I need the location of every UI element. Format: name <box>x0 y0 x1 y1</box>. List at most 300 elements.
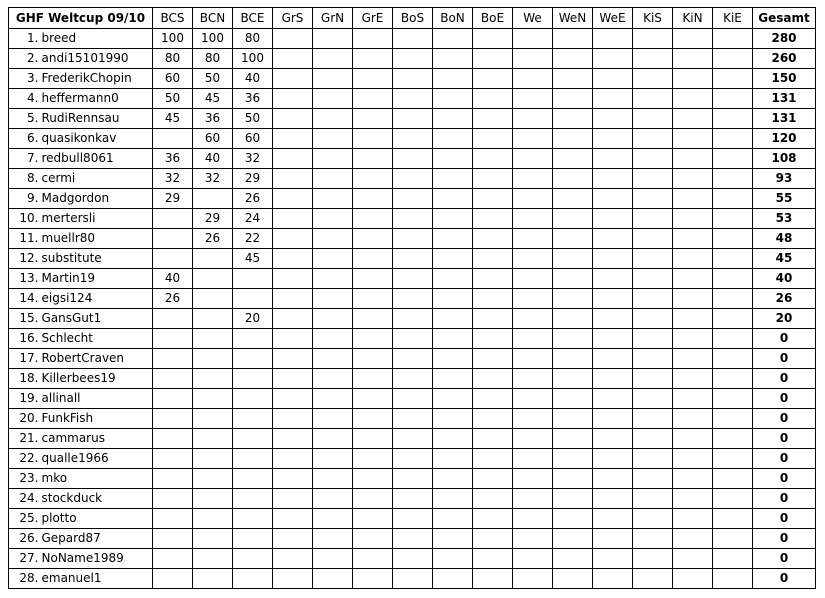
score-cell <box>713 509 753 529</box>
total-cell: 55 <box>753 189 816 209</box>
score-cell <box>633 129 673 149</box>
score-cell <box>633 69 673 89</box>
table-row <box>9 529 816 549</box>
score-cell <box>313 289 353 309</box>
score-cell <box>353 409 393 429</box>
score-cell <box>553 29 593 49</box>
score-cell <box>673 269 713 289</box>
score-cell <box>713 529 753 549</box>
score-cell <box>673 189 713 209</box>
score-cell <box>553 69 593 89</box>
score-cell <box>193 489 233 509</box>
rank-cell: 5. <box>9 109 41 129</box>
score-cell <box>553 429 593 449</box>
score-cell <box>633 529 673 549</box>
player-name-cell: breed <box>41 29 153 49</box>
score-cell <box>353 529 393 549</box>
player-name-cell: Killerbees19 <box>41 369 153 389</box>
rank-cell: 2. <box>9 49 41 69</box>
score-cell <box>473 449 513 469</box>
rank-cell: 14. <box>9 289 41 309</box>
score-cell <box>513 129 553 149</box>
score-cell: 60 <box>153 69 193 89</box>
score-cell: 40 <box>233 69 273 89</box>
score-cell <box>233 329 273 349</box>
score-cell <box>313 229 353 249</box>
column-header: KiN <box>673 8 713 29</box>
score-cell <box>513 349 553 369</box>
score-cell <box>673 529 713 549</box>
score-cell <box>193 329 233 349</box>
player-name-cell: muellr80 <box>41 229 153 249</box>
score-cell: 80 <box>153 49 193 69</box>
score-cell <box>393 269 433 289</box>
score-cell: 60 <box>193 129 233 149</box>
score-cell <box>513 429 553 449</box>
score-cell <box>513 169 553 189</box>
score-cell: 26 <box>193 229 233 249</box>
score-cell <box>513 449 553 469</box>
score-cell <box>593 129 633 149</box>
rank-cell: 19. <box>9 389 41 409</box>
score-cell <box>553 469 593 489</box>
score-cell <box>713 369 753 389</box>
score-cell <box>673 389 713 409</box>
score-cell <box>393 569 433 589</box>
score-cell <box>513 109 553 129</box>
player-name-cell: eigsi124 <box>41 289 153 309</box>
score-cell <box>473 369 513 389</box>
player-name-cell: FrederikChopin <box>41 69 153 89</box>
rank-cell: 20. <box>9 409 41 429</box>
total-cell: 0 <box>753 329 816 349</box>
player-name-cell: mko <box>41 469 153 489</box>
score-cell <box>553 549 593 569</box>
score-cell <box>673 89 713 109</box>
rank-cell: 18. <box>9 369 41 389</box>
score-cell <box>233 269 273 289</box>
score-cell <box>313 69 353 89</box>
total-cell: 0 <box>753 529 816 549</box>
score-cell <box>153 509 193 529</box>
score-cell <box>233 529 273 549</box>
score-cell <box>193 409 233 429</box>
score-cell <box>473 229 513 249</box>
score-cell <box>593 549 633 569</box>
score-cell <box>273 129 313 149</box>
score-cell <box>393 129 433 149</box>
score-cell: 29 <box>233 169 273 189</box>
score-cell <box>513 389 553 409</box>
score-cell <box>313 449 353 469</box>
score-cell <box>673 429 713 449</box>
rank-cell: 10. <box>9 209 41 229</box>
score-cell <box>593 169 633 189</box>
score-cell <box>633 189 673 209</box>
table-row <box>9 69 816 89</box>
score-cell <box>513 409 553 429</box>
score-cell <box>553 449 593 469</box>
score-cell <box>473 149 513 169</box>
score-cell <box>433 469 473 489</box>
column-header: BCN <box>193 8 233 29</box>
score-cell <box>433 369 473 389</box>
score-cell <box>313 129 353 149</box>
score-cell <box>433 209 473 229</box>
score-cell <box>393 89 433 109</box>
score-cell <box>593 29 633 49</box>
rank-cell: 6. <box>9 129 41 149</box>
score-cell <box>713 349 753 369</box>
table-row <box>9 309 816 329</box>
score-cell <box>633 229 673 249</box>
table-row <box>9 169 816 189</box>
score-cell <box>673 169 713 189</box>
score-cell <box>553 269 593 289</box>
player-name-cell: substitute <box>41 249 153 269</box>
score-cell <box>673 369 713 389</box>
score-cell <box>393 169 433 189</box>
score-cell <box>673 469 713 489</box>
score-cell <box>433 89 473 109</box>
score-cell <box>553 509 593 529</box>
rank-cell: 4. <box>9 89 41 109</box>
table-row <box>9 469 816 489</box>
player-name-cell: Madgordon <box>41 189 153 209</box>
rank-cell: 21. <box>9 429 41 449</box>
rank-cell: 3. <box>9 69 41 89</box>
score-cell: 36 <box>233 89 273 109</box>
table-row <box>9 49 816 69</box>
score-cell <box>593 109 633 129</box>
score-cell <box>233 349 273 369</box>
score-cell <box>633 469 673 489</box>
table-row <box>9 189 816 209</box>
total-cell: 0 <box>753 469 816 489</box>
score-cell <box>273 429 313 449</box>
score-cell <box>473 429 513 449</box>
score-cell <box>393 329 433 349</box>
score-cell <box>393 289 433 309</box>
score-cell <box>313 29 353 49</box>
score-cell <box>313 389 353 409</box>
score-cell <box>633 309 673 329</box>
player-name-cell: cermi <box>41 169 153 189</box>
rank-cell: 11. <box>9 229 41 249</box>
score-cell <box>593 49 633 69</box>
score-cell <box>513 249 553 269</box>
score-cell <box>313 469 353 489</box>
score-cell <box>633 369 673 389</box>
score-cell <box>473 29 513 49</box>
score-cell <box>473 209 513 229</box>
score-cell <box>273 269 313 289</box>
score-cell <box>553 489 593 509</box>
score-cell <box>353 349 393 369</box>
score-cell: 50 <box>193 69 233 89</box>
score-cell <box>473 169 513 189</box>
score-cell <box>153 129 193 149</box>
score-cell <box>633 249 673 269</box>
score-cell <box>473 509 513 529</box>
score-cell <box>353 169 393 189</box>
score-cell <box>713 209 753 229</box>
player-name-cell: plotto <box>41 509 153 529</box>
score-cell: 36 <box>193 109 233 129</box>
score-cell <box>553 389 593 409</box>
score-cell <box>473 469 513 489</box>
score-cell <box>353 269 393 289</box>
score-cell <box>553 329 593 349</box>
total-cell: 48 <box>753 229 816 249</box>
score-cell <box>393 349 433 369</box>
score-cell <box>433 169 473 189</box>
score-cell <box>673 449 713 469</box>
score-cell <box>553 529 593 549</box>
column-header: KiS <box>633 8 673 29</box>
score-cell <box>393 389 433 409</box>
table-row <box>9 489 816 509</box>
total-cell: 0 <box>753 429 816 449</box>
score-cell <box>233 429 273 449</box>
total-cell: 53 <box>753 209 816 229</box>
score-cell <box>233 389 273 409</box>
rank-cell: 25. <box>9 509 41 529</box>
score-cell <box>713 389 753 409</box>
column-header: GrN <box>313 8 353 29</box>
column-header: WeN <box>553 8 593 29</box>
table-title: GHF Weltcup 09/10 <box>9 8 153 29</box>
score-cell <box>553 89 593 109</box>
table-header <box>9 8 816 29</box>
score-cell <box>153 349 193 369</box>
score-cell <box>673 509 713 529</box>
score-cell <box>153 409 193 429</box>
score-cell <box>433 489 473 509</box>
score-cell <box>633 389 673 409</box>
score-cell <box>313 529 353 549</box>
score-cell <box>513 189 553 209</box>
column-header: WeE <box>593 8 633 29</box>
score-cell <box>713 49 753 69</box>
score-cell <box>553 169 593 189</box>
score-cell <box>433 409 473 429</box>
score-cell <box>433 529 473 549</box>
score-cell <box>353 109 393 129</box>
player-name-cell: Gepard87 <box>41 529 153 549</box>
score-cell <box>513 149 553 169</box>
score-cell <box>273 289 313 309</box>
score-cell <box>353 129 393 149</box>
total-cell: 131 <box>753 109 816 129</box>
total-cell: 45 <box>753 249 816 269</box>
table-row <box>9 249 816 269</box>
column-header: BCE <box>233 8 273 29</box>
score-cell <box>473 389 513 409</box>
total-cell: 40 <box>753 269 816 289</box>
score-cell <box>433 29 473 49</box>
score-cell <box>713 89 753 109</box>
rank-cell: 7. <box>9 149 41 169</box>
score-cell: 32 <box>193 169 233 189</box>
score-cell <box>233 369 273 389</box>
score-cell <box>313 89 353 109</box>
table-row <box>9 329 816 349</box>
score-cell <box>313 429 353 449</box>
rank-cell: 15. <box>9 309 41 329</box>
score-cell <box>353 429 393 449</box>
score-cell <box>673 309 713 329</box>
table-row <box>9 429 816 449</box>
score-cell <box>473 269 513 289</box>
score-cell <box>633 549 673 569</box>
score-cell <box>193 289 233 309</box>
score-cell <box>553 369 593 389</box>
score-cell <box>433 429 473 449</box>
score-cell <box>273 449 313 469</box>
score-cell <box>633 209 673 229</box>
score-cell <box>673 249 713 269</box>
score-cell <box>593 529 633 549</box>
score-cell <box>313 169 353 189</box>
player-name-cell: stockduck <box>41 489 153 509</box>
table-row <box>9 549 816 569</box>
score-cell <box>633 449 673 469</box>
score-cell <box>393 469 433 489</box>
score-cell <box>393 49 433 69</box>
score-cell <box>473 249 513 269</box>
score-cell <box>153 449 193 469</box>
score-cell <box>353 149 393 169</box>
score-cell <box>273 569 313 589</box>
score-cell <box>433 569 473 589</box>
score-cell <box>473 129 513 149</box>
score-cell <box>553 149 593 169</box>
score-cell <box>633 269 673 289</box>
score-cell <box>433 229 473 249</box>
score-cell <box>353 69 393 89</box>
score-cell <box>313 509 353 529</box>
player-name-cell: NoName1989 <box>41 549 153 569</box>
score-cell <box>273 189 313 209</box>
score-cell <box>193 349 233 369</box>
score-cell: 29 <box>193 209 233 229</box>
score-cell <box>193 529 233 549</box>
total-cell: 0 <box>753 549 816 569</box>
score-cell <box>553 129 593 149</box>
player-name-cell: emanuel1 <box>41 569 153 589</box>
column-header: BoS <box>393 8 433 29</box>
player-name-cell: GansGut1 <box>41 309 153 329</box>
score-cell <box>713 249 753 269</box>
score-cell <box>713 169 753 189</box>
score-cell <box>313 209 353 229</box>
score-cell <box>473 549 513 569</box>
score-cell <box>153 569 193 589</box>
score-cell <box>673 489 713 509</box>
column-header: KiE <box>713 8 753 29</box>
score-cell <box>233 509 273 529</box>
score-cell <box>393 69 433 89</box>
score-cell <box>513 49 553 69</box>
total-cell: 20 <box>753 309 816 329</box>
score-cell <box>433 109 473 129</box>
score-cell <box>713 109 753 129</box>
score-cell <box>513 69 553 89</box>
score-cell <box>353 289 393 309</box>
score-cell <box>673 549 713 569</box>
score-cell <box>593 469 633 489</box>
score-cell: 26 <box>153 289 193 309</box>
total-cell: 131 <box>753 89 816 109</box>
score-cell <box>553 229 593 249</box>
score-cell <box>433 349 473 369</box>
score-cell <box>353 369 393 389</box>
total-cell: 0 <box>753 369 816 389</box>
score-cell <box>633 149 673 169</box>
score-cell <box>473 189 513 209</box>
total-cell: 0 <box>753 409 816 429</box>
score-cell <box>673 129 713 149</box>
rank-cell: 28. <box>9 569 41 589</box>
player-name-cell: Schlecht <box>41 329 153 349</box>
rank-cell: 1. <box>9 29 41 49</box>
score-cell <box>153 229 193 249</box>
score-cell <box>433 289 473 309</box>
score-cell: 100 <box>153 29 193 49</box>
score-cell <box>153 489 193 509</box>
score-cell <box>273 389 313 409</box>
score-cell <box>593 189 633 209</box>
score-cell <box>713 469 753 489</box>
rank-cell: 16. <box>9 329 41 349</box>
table-row <box>9 569 816 589</box>
score-cell <box>513 229 553 249</box>
score-cell <box>713 69 753 89</box>
score-cell <box>433 189 473 209</box>
rank-cell: 13. <box>9 269 41 289</box>
score-cell: 40 <box>193 149 233 169</box>
score-cell: 32 <box>153 169 193 189</box>
score-cell <box>593 569 633 589</box>
score-cell <box>393 189 433 209</box>
score-cell <box>233 569 273 589</box>
rank-cell: 24. <box>9 489 41 509</box>
score-cell <box>513 269 553 289</box>
total-cell: 0 <box>753 449 816 469</box>
score-cell <box>633 49 673 69</box>
score-cell <box>553 349 593 369</box>
score-cell <box>393 309 433 329</box>
score-cell <box>193 369 233 389</box>
score-cell <box>353 89 393 109</box>
score-cell <box>273 469 313 489</box>
score-cell <box>593 389 633 409</box>
score-cell <box>273 349 313 369</box>
score-cell <box>313 149 353 169</box>
player-name-cell: RudiRennsau <box>41 109 153 129</box>
score-cell: 32 <box>233 149 273 169</box>
score-cell <box>193 249 233 269</box>
score-cell <box>433 249 473 269</box>
score-cell <box>233 469 273 489</box>
table-body <box>9 29 816 589</box>
score-cell <box>153 329 193 349</box>
score-cell <box>393 149 433 169</box>
player-name-cell: mertersli <box>41 209 153 229</box>
total-cell: 0 <box>753 389 816 409</box>
table-row <box>9 449 816 469</box>
